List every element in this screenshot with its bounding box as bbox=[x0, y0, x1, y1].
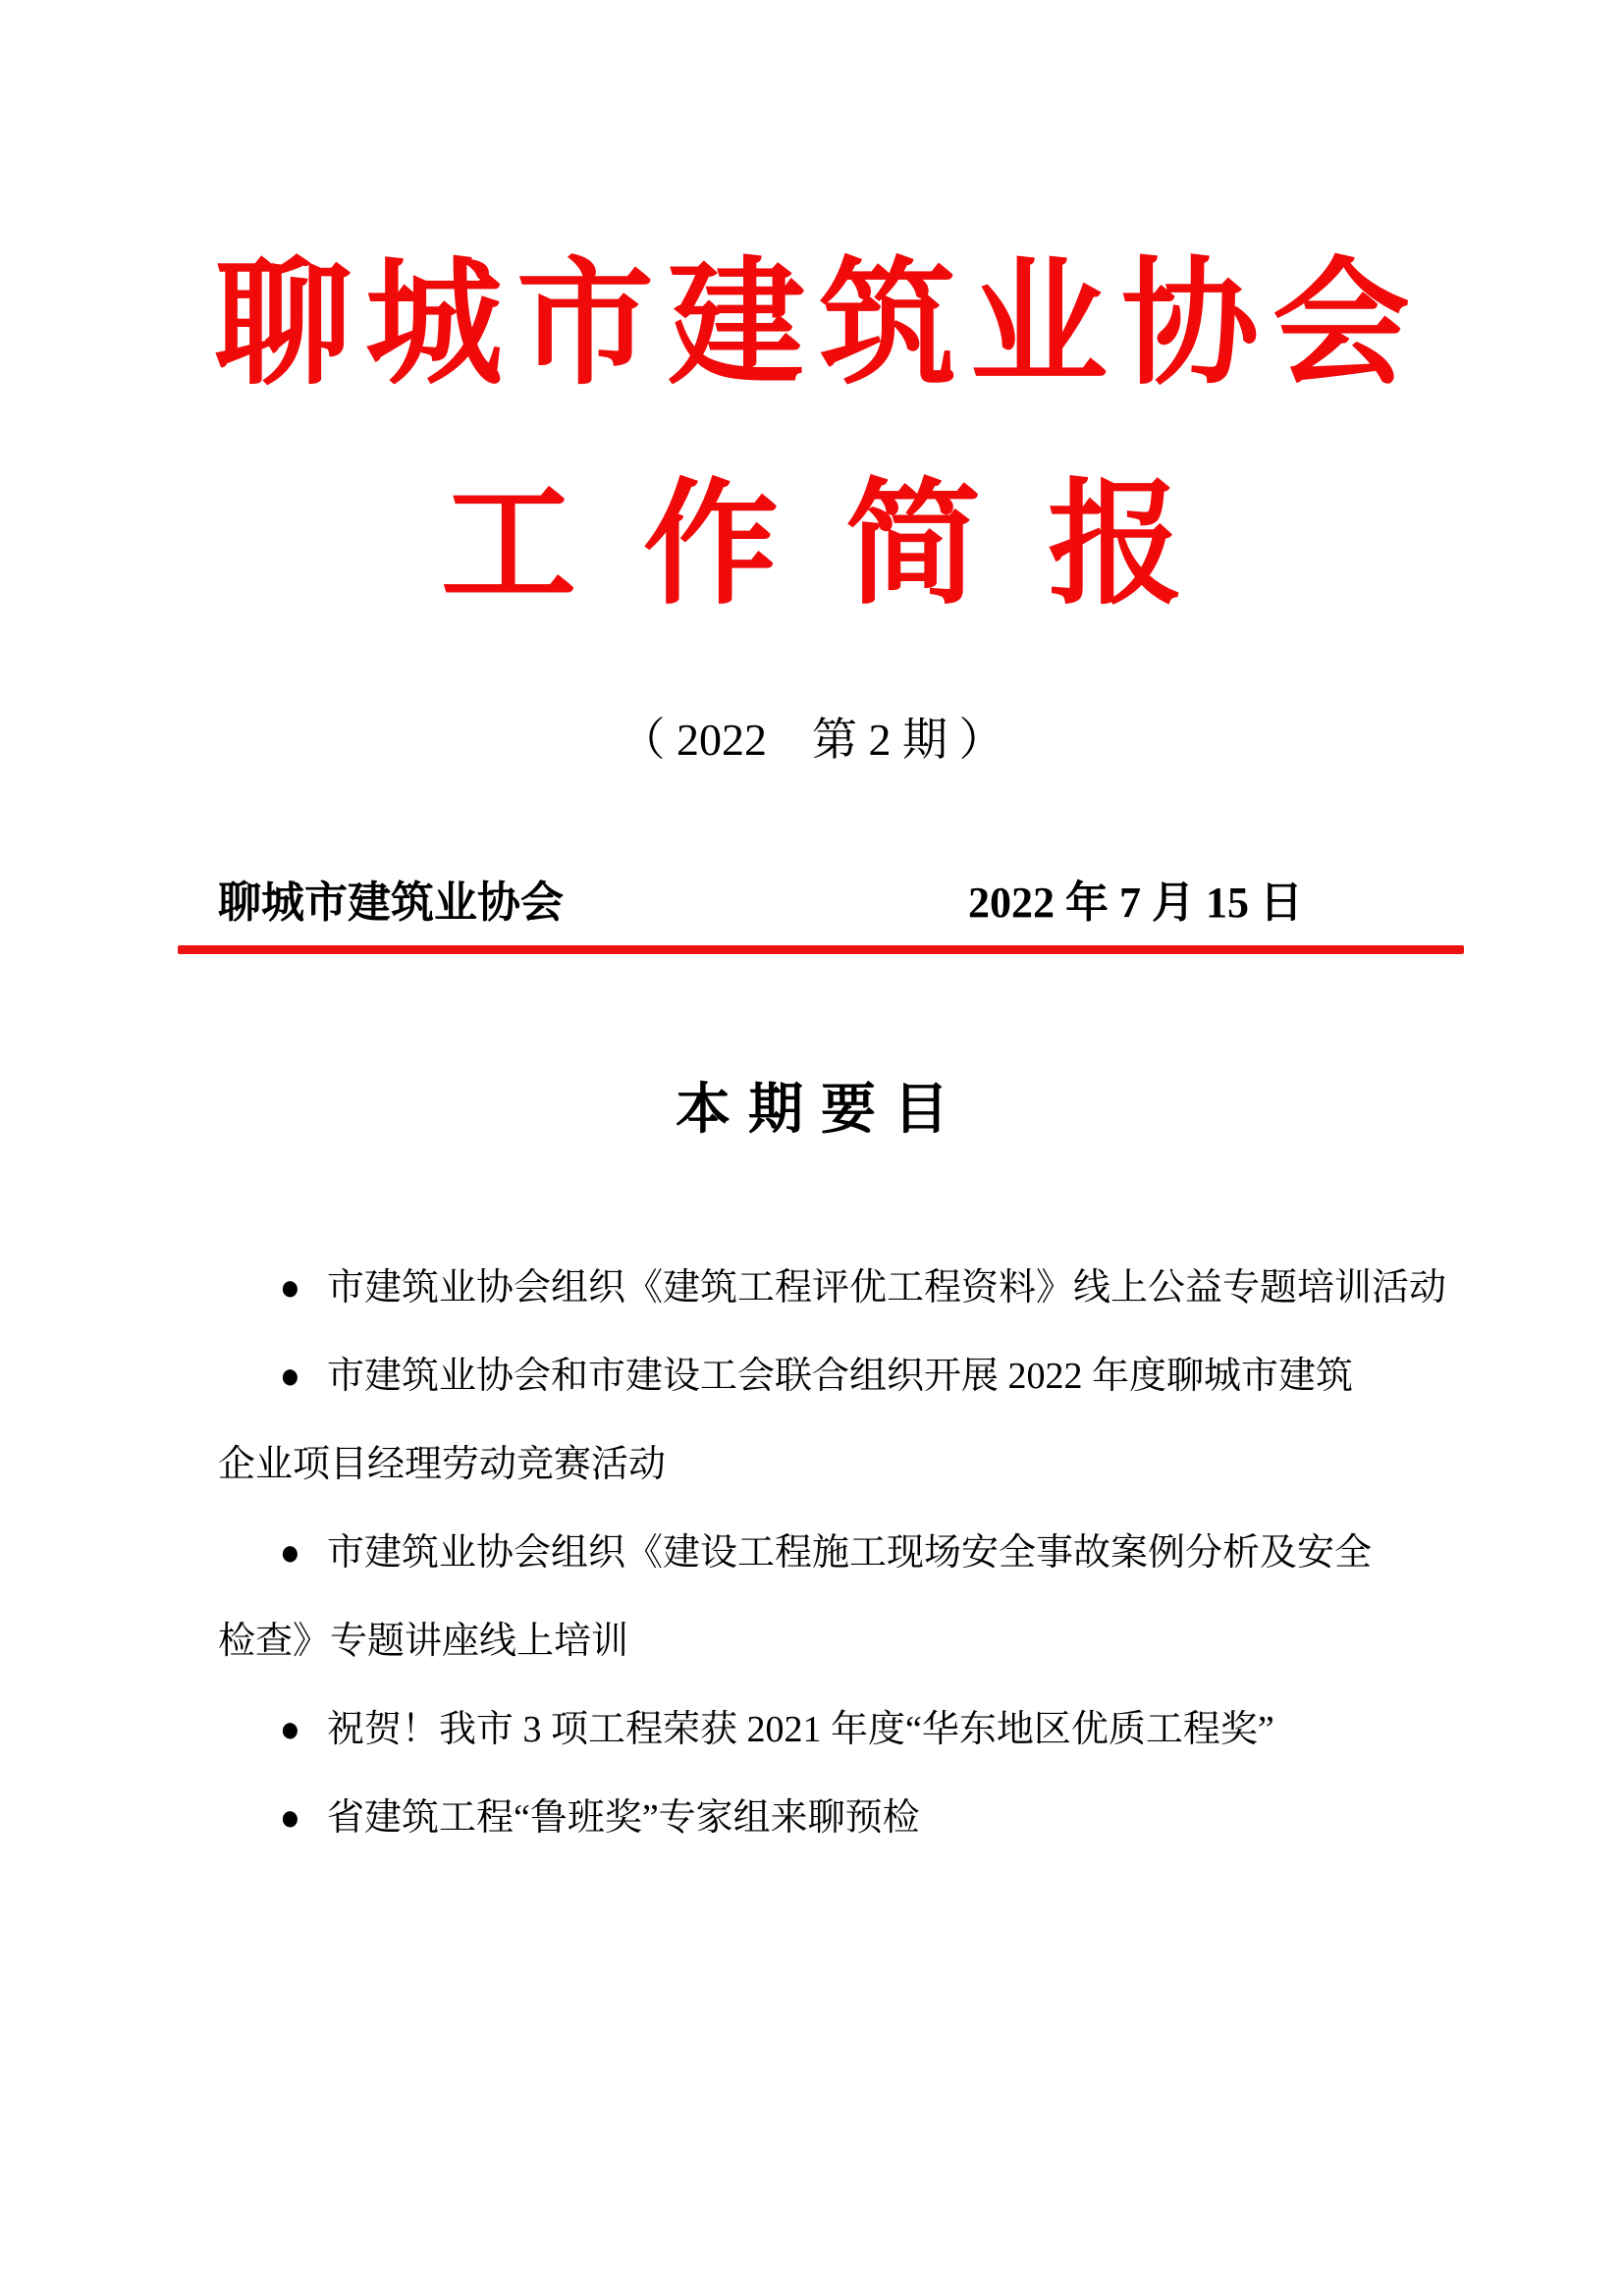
toc-item-3-continuation bbox=[218, 1597, 1485, 1685]
toc-item-3 bbox=[218, 1509, 1485, 1597]
toc-item-1 bbox=[218, 1244, 1485, 1332]
toc-item-4-text: 祝贺！我市 3 项工程荣获 2021 年度“华东地区优质工程奖” bbox=[326, 1709, 1274, 1750]
toc-item-5-text: 省建筑工程“鲁班奖”专家组来聊预检 bbox=[326, 1797, 920, 1839]
toc-item-5 bbox=[218, 1774, 1485, 1862]
toc-item-2-continuation bbox=[218, 1420, 1485, 1509]
toc-item-4 bbox=[218, 1685, 1485, 1774]
toc-item-3-text-line2: 检查》专题讲座线上培训 bbox=[218, 1621, 629, 1662]
bullet-icon: ● bbox=[279, 1532, 301, 1574]
red-divider-rule bbox=[178, 945, 1464, 954]
toc-item-2 bbox=[218, 1332, 1485, 1420]
bullet-icon: ● bbox=[279, 1709, 301, 1750]
publisher-row bbox=[0, 874, 1624, 933]
publisher-name: 聊城市建筑业协会 bbox=[218, 879, 564, 927]
publish-date: 2022 年 7 月 15 日 bbox=[968, 879, 1303, 927]
toc-item-2-text-line2: 企业项目经理劳动竞赛活动 bbox=[218, 1444, 667, 1485]
bullet-icon: ● bbox=[279, 1356, 301, 1397]
toc-item-2-text-line1: 市建筑业协会和市建设工会联合组织开展 2022 年度聊城市建筑 bbox=[326, 1356, 1353, 1397]
toc-list bbox=[218, 1244, 1485, 1862]
bullet-icon: ● bbox=[279, 1267, 301, 1308]
masthead-title-line1: 聊城市建筑业协会 bbox=[213, 249, 1424, 401]
toc-heading: 本期要目 bbox=[676, 1078, 966, 1140]
masthead-title-line2: 工作简报 bbox=[440, 470, 1250, 620]
bullet-icon: ● bbox=[279, 1797, 301, 1839]
toc-item-1-text: 市建筑业协会组织《建筑工程评优工程资料》线上公益专题培训活动 bbox=[326, 1267, 1446, 1308]
toc-item-3-text-line1: 市建筑业协会组织《建设工程施工现场安全事故案例分析及安全 bbox=[326, 1532, 1372, 1574]
issue-number: （ 2022 第 2 期 ） bbox=[620, 715, 1004, 765]
